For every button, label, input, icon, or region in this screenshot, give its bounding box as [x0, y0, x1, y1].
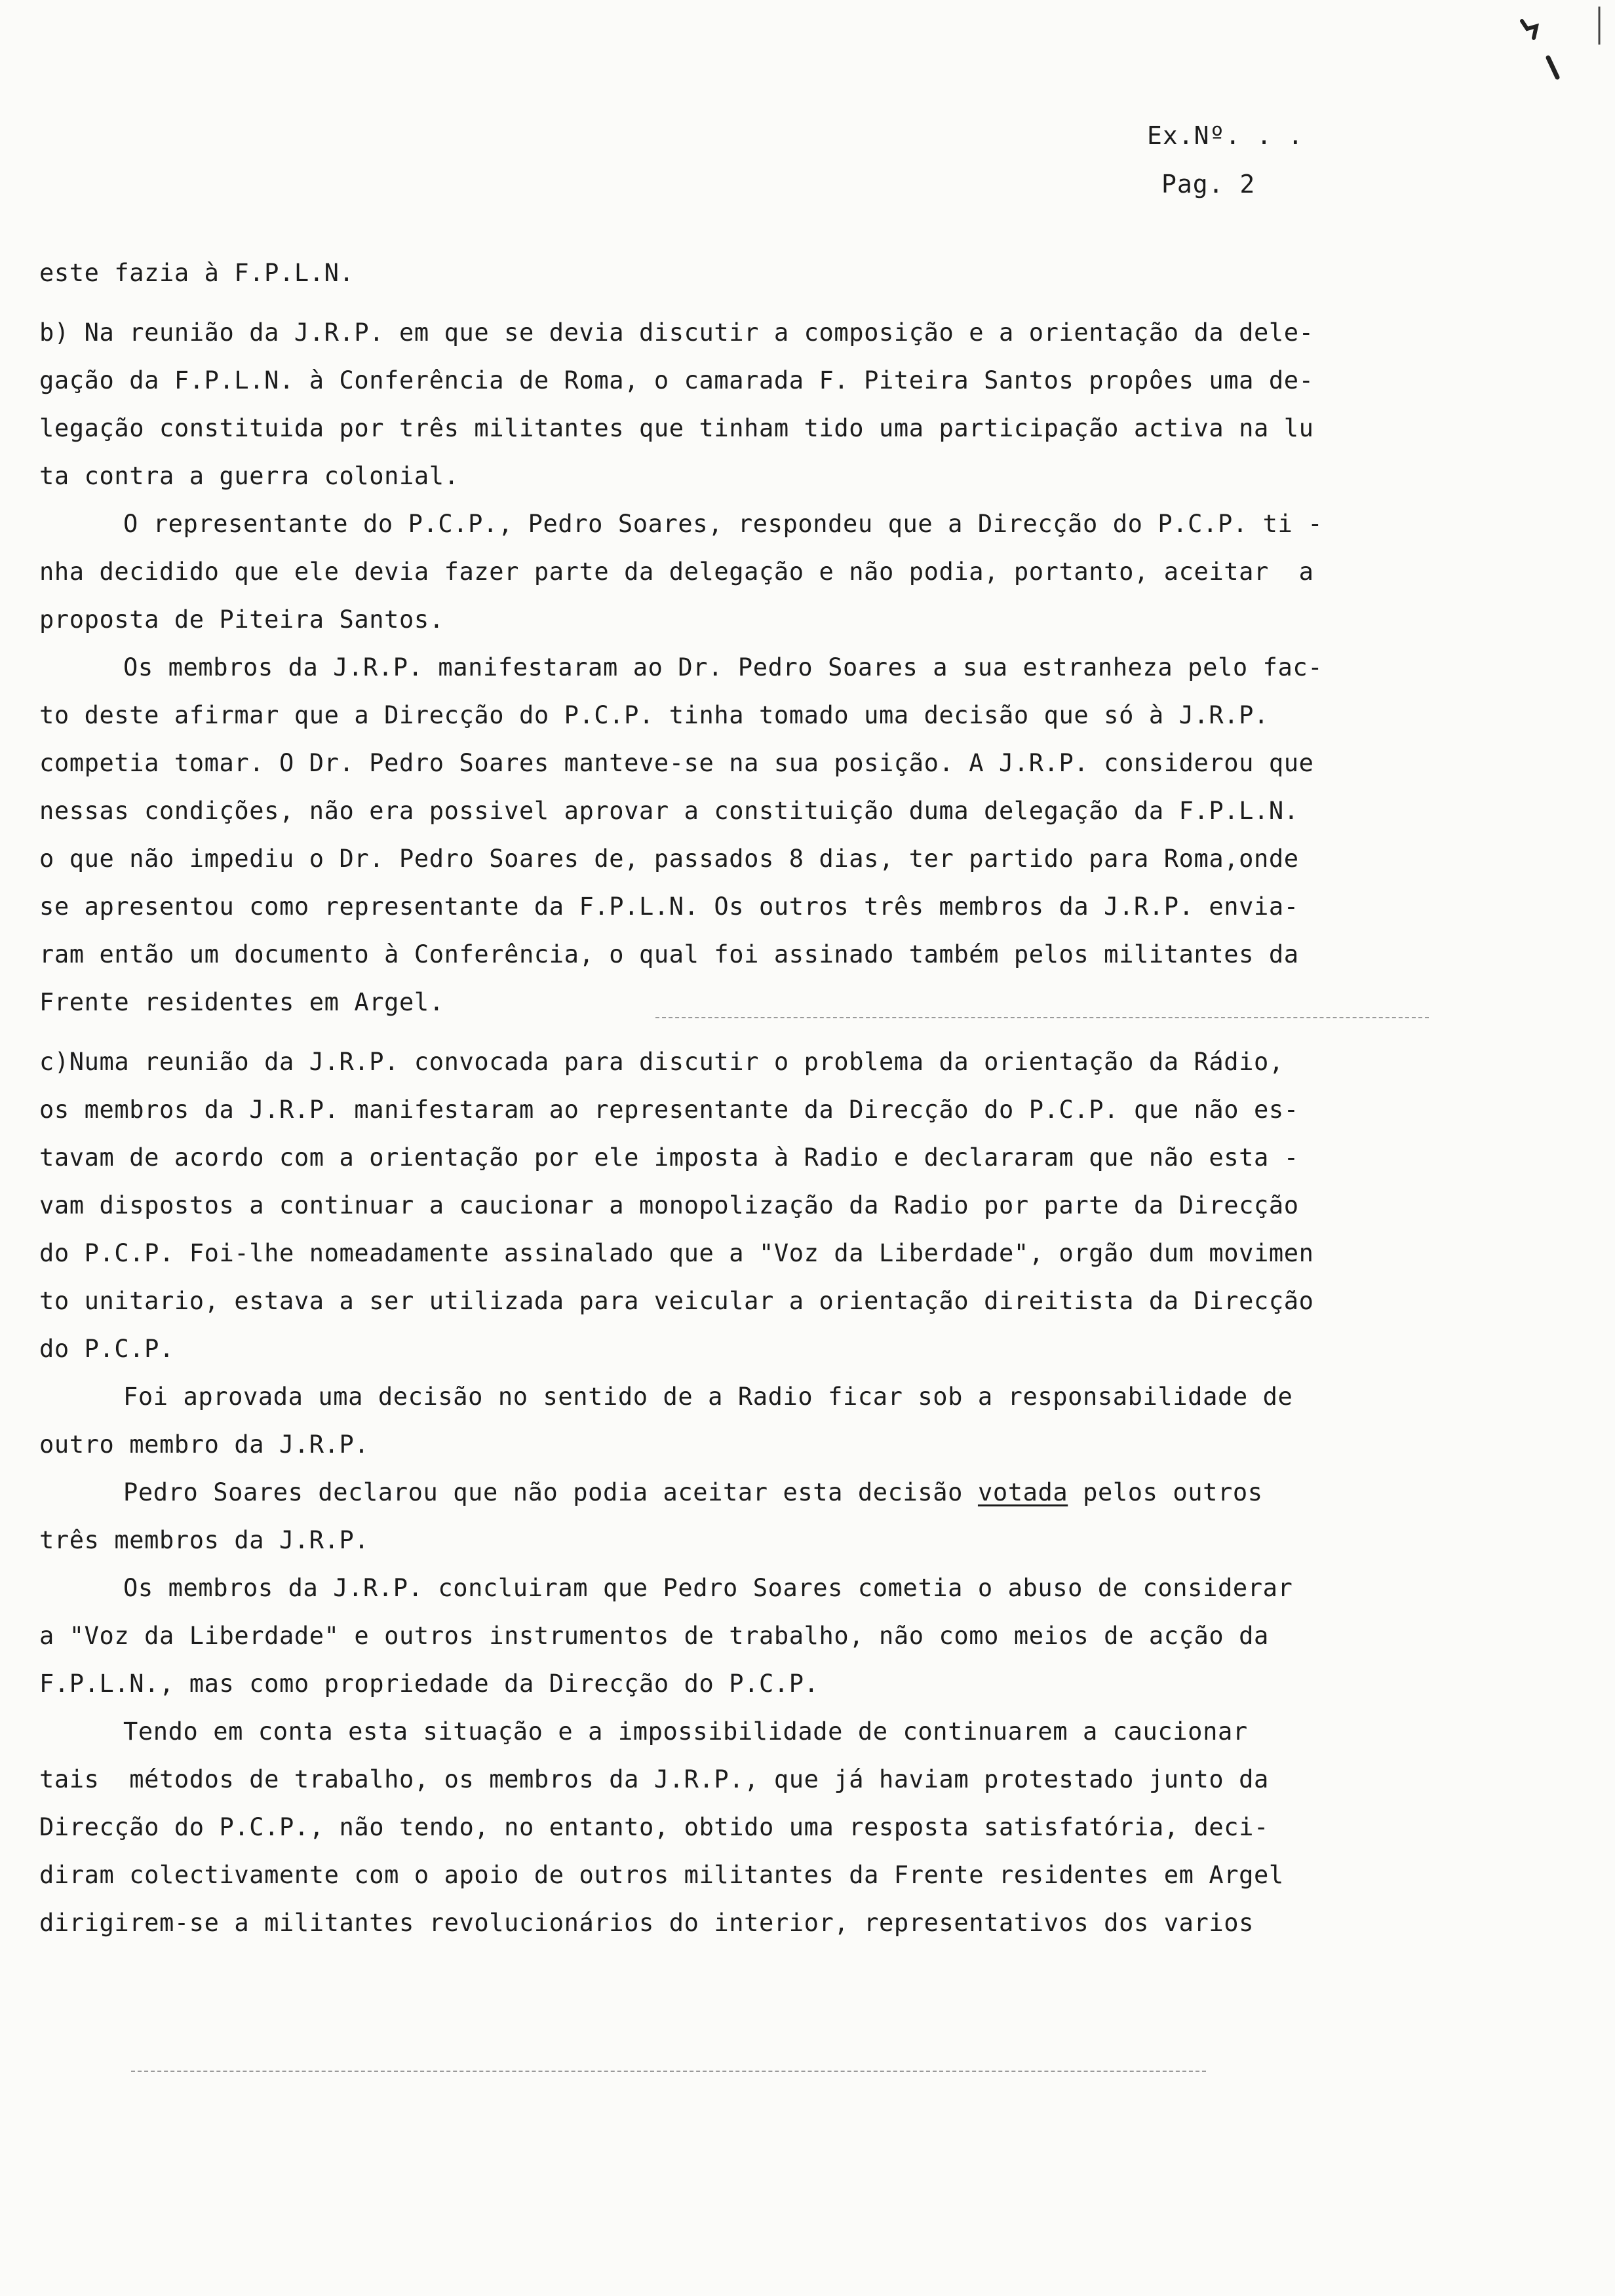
text-line: ram então um documento à Conferência, o qual foi assinado também pelos militantes da: [39, 940, 1299, 968]
text-line: três membros da J.R.P.: [39, 1526, 370, 1554]
text-line: Direcção do P.C.P., não tendo, no entanto, obtido uma resposta satisfatória, deci-: [39, 1813, 1269, 1841]
text-line: os membros da J.R.P. manifestaram ao representante da Direcção do P.C.P. que não es-: [39, 1096, 1299, 1124]
text-line: vam dispostos a continuar a caucionar a monopolização da Radio por parte da Direcção: [39, 1191, 1299, 1219]
text-line: do P.C.P. Foi-lhe nomeadamente assinalado que a "Voz da Liberdade", orgão dum movimen: [39, 1239, 1314, 1267]
text-line: Tendo em conta esta situação e a impossibilidade de continuarem a caucionar: [123, 1717, 1248, 1746]
handwritten-mark: [1508, 7, 1606, 98]
paragraph: [39, 500, 1376, 643]
dashed-rule: [131, 2071, 1206, 2072]
document-body: [39, 249, 1376, 1947]
text-line: a "Voz da Liberdade" e outros instrumentos de trabalho, não como meios de acção da: [39, 1622, 1269, 1650]
text-line: Pedro Soares declarou que não podia aceitar esta decisão votada pelos outros: [123, 1478, 1263, 1506]
text-line: diram colectivamente com o apoio de outros militantes da Frente residentes em Argel: [39, 1861, 1284, 1889]
text-line: to deste afirmar que a Direcção do P.C.P. tinha tomado uma decisão que só à J.R.P.: [39, 701, 1269, 729]
text-line: se apresentou como representante da F.P.L.N. Os outros três membros da J.R.P. envia-: [39, 892, 1299, 921]
text-line: competia tomar. O Dr. Pedro Soares manteve-se na sua posição. A J.R.P. considerou que: [39, 749, 1314, 777]
text-line: outro membro da J.R.P.: [39, 1430, 370, 1459]
exemplar-number: Ex.Nº. . .: [1147, 121, 1304, 150]
paragraph: [39, 1708, 1376, 1947]
text-line: Frente residentes em Argel.: [39, 988, 444, 1016]
page-number: Pag. 2: [1161, 170, 1256, 199]
text-line: este fazia à F.P.L.N.: [39, 259, 355, 287]
text-line: nessas condições, não era possivel aprovar a constituição duma delegação da F.P.L.N.: [39, 797, 1299, 825]
paragraph: [39, 1468, 1376, 1564]
text-line: Foi aprovada uma decisão no sentido de a Radio ficar sob a responsabilidade de: [123, 1383, 1293, 1411]
text-line: O representante do P.C.P., Pedro Soares, respondeu que a Direcção do P.C.P. ti -: [123, 510, 1323, 538]
paragraph: [39, 1038, 1376, 1373]
text-line: nha decidido que ele devia fazer parte da delegação e não podia, portanto, aceitar a: [39, 558, 1314, 586]
dashed-rule: [655, 1017, 1429, 1018]
text-line: Os membros da J.R.P. concluiram que Pedro Soares cometia o abuso de considerar: [123, 1574, 1293, 1602]
paragraph: [39, 1373, 1376, 1468]
text-line: do P.C.P.: [39, 1335, 174, 1363]
text-line: o que não impediu o Dr. Pedro Soares de, passados 8 dias, ter partido para Roma,onde: [39, 845, 1299, 873]
text-line: to unitario, estava a ser utilizada para veicular a orientação direitista da Direcção: [39, 1287, 1314, 1315]
text-line: c)Numa reunião da J.R.P. convocada para discutir o problema da orientação da Rádio,: [39, 1048, 1284, 1076]
text-line: Os membros da J.R.P. manifestaram ao Dr. Pedro Soares a sua estranheza pelo fac-: [123, 653, 1323, 681]
paragraph: [39, 249, 1376, 297]
text-line: b) Na reunião da J.R.P. em que se devia discutir a composição e a orientação da dele-: [39, 318, 1314, 347]
paragraph: [39, 643, 1376, 1026]
text-line: dirigirem-se a militantes revolucionários do interior, representativos dos varios: [39, 1909, 1254, 1937]
text-line: proposta de Piteira Santos.: [39, 605, 444, 634]
underlined-word: votada: [977, 1478, 1068, 1506]
text-line: gação da F.P.L.N. à Conferência de Roma, o camarada F. Piteira Santos propôes uma de-: [39, 366, 1314, 394]
text-line: F.P.L.N., mas como propriedade da Direcção do P.C.P.: [39, 1670, 819, 1698]
page-header: [1147, 111, 1304, 208]
text-line: ta contra a guerra colonial.: [39, 462, 459, 490]
paragraph: [39, 309, 1376, 500]
text-line: tavam de acordo com a orientação por ele imposta à Radio e declararam que não esta -: [39, 1143, 1299, 1172]
text-line: tais métodos de trabalho, os membros da J.R.P., que já haviam protestado junto da: [39, 1765, 1269, 1793]
text-line: legação constituida por três militantes que tinham tido uma participação activa na lu: [39, 414, 1314, 442]
paragraph: [39, 1564, 1376, 1708]
